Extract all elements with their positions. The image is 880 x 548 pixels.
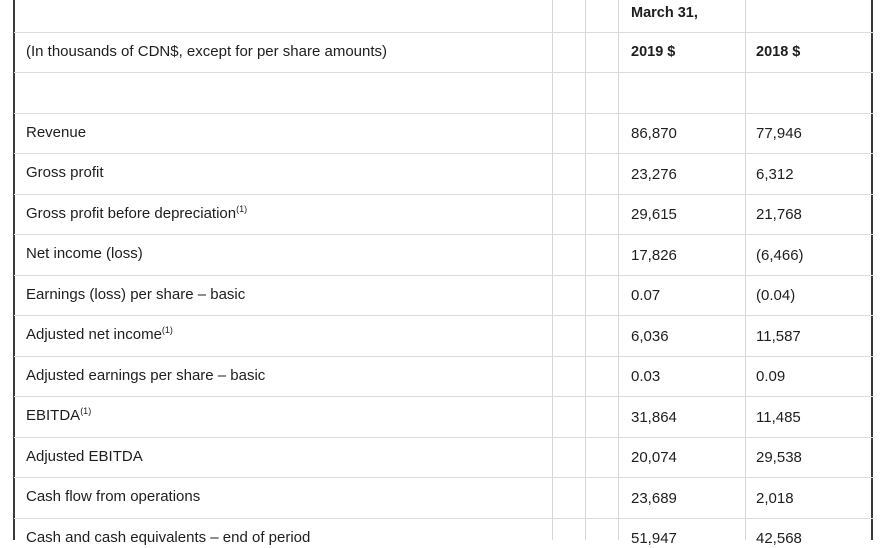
value-2018-adjusted-ebitda: 29,538 [756, 449, 802, 466]
row-divider [14, 275, 874, 276]
value-2018-adjusted-eps: 0.09 [756, 368, 786, 385]
row-label-ebitda [26, 407, 91, 425]
row-label-text: Adjusted net income [26, 326, 162, 343]
column-header-2019: 2019 $ [631, 44, 676, 60]
row-divider [14, 477, 874, 478]
row-divider [14, 315, 874, 316]
value-2018-cash-flow-operations: 2,018 [756, 490, 794, 507]
column-divider [552, 0, 553, 540]
value-2019-cash-equivalents: 51,947 [631, 530, 677, 547]
value-2019-adjusted-net-income: 6,036 [631, 328, 669, 345]
value-2019-net-income: 17,826 [631, 247, 677, 264]
value-2018-ebitda: 11,485 [756, 409, 801, 426]
row-divider [14, 396, 874, 397]
row-divider [14, 518, 874, 519]
value-2019-cash-flow-operations: 23,689 [631, 490, 677, 507]
table-border-right [871, 0, 873, 540]
row-label-revenue: Revenue [26, 124, 87, 141]
value-2018-earnings-per-share: (0.04) [756, 287, 796, 304]
footnote-marker: (1) [161, 325, 173, 335]
row-divider [14, 437, 874, 438]
row-label-adjusted-ebitda: Adjusted EBITDA [26, 448, 143, 465]
table-border-left [13, 0, 15, 540]
value-2019-adjusted-ebitda: 20,074 [631, 449, 677, 466]
row-divider [14, 234, 874, 235]
column-header-2018: 2018 $ [756, 44, 801, 60]
row-label-text: Gross profit before depreciation [26, 205, 237, 222]
value-2018-gross-profit: 6,312 [756, 166, 794, 183]
footnote-marker: (1) [80, 406, 92, 416]
row-label-gross-profit-before-depreciation [26, 205, 247, 223]
value-2018-revenue: 77,946 [756, 125, 802, 142]
row-label-adjusted-eps: Adjusted earnings per share – basic [26, 367, 266, 384]
row-label-text: EBITDA [26, 407, 81, 424]
value-2019-gross-profit: 23,276 [631, 166, 677, 183]
value-2018-cash-equivalents: 42,568 [756, 530, 802, 547]
column-divider [618, 0, 619, 540]
footnote-marker: (1) [236, 204, 248, 214]
row-label-gross-profit: Gross profit [26, 164, 104, 181]
value-2019-gross-profit-before-depreciation: 29,615 [631, 206, 677, 223]
value-2019-revenue: 86,870 [631, 125, 677, 142]
row-divider [14, 194, 874, 195]
value-2018-gross-profit-before-depreciation: 21,768 [756, 206, 802, 223]
value-2019-adjusted-eps: 0.03 [631, 368, 661, 385]
row-label-earnings-per-share: Earnings (loss) per share – basic [26, 286, 246, 303]
row-divider [14, 153, 874, 154]
value-2018-net-income: (6,466) [756, 247, 804, 264]
period-header: March 31, [631, 5, 698, 21]
row-label-adjusted-net-income [26, 326, 173, 344]
value-2018-adjusted-net-income: 11,587 [756, 328, 801, 345]
row-divider [14, 32, 874, 33]
value-2019-earnings-per-share: 0.07 [631, 287, 661, 304]
value-2019-ebitda: 31,864 [631, 409, 677, 426]
column-divider [745, 0, 746, 540]
row-divider [14, 356, 874, 357]
row-divider [14, 113, 874, 114]
column-divider [585, 0, 586, 540]
units-note: (In thousands of CDN$, except for per share amounts) [26, 43, 388, 60]
row-divider [14, 72, 874, 73]
row-label-net-income: Net income (loss) [26, 245, 143, 262]
row-label-cash-flow-operations: Cash flow from operations [26, 488, 201, 505]
row-label-cash-equivalents: Cash and cash equivalents – end of period [26, 529, 311, 546]
